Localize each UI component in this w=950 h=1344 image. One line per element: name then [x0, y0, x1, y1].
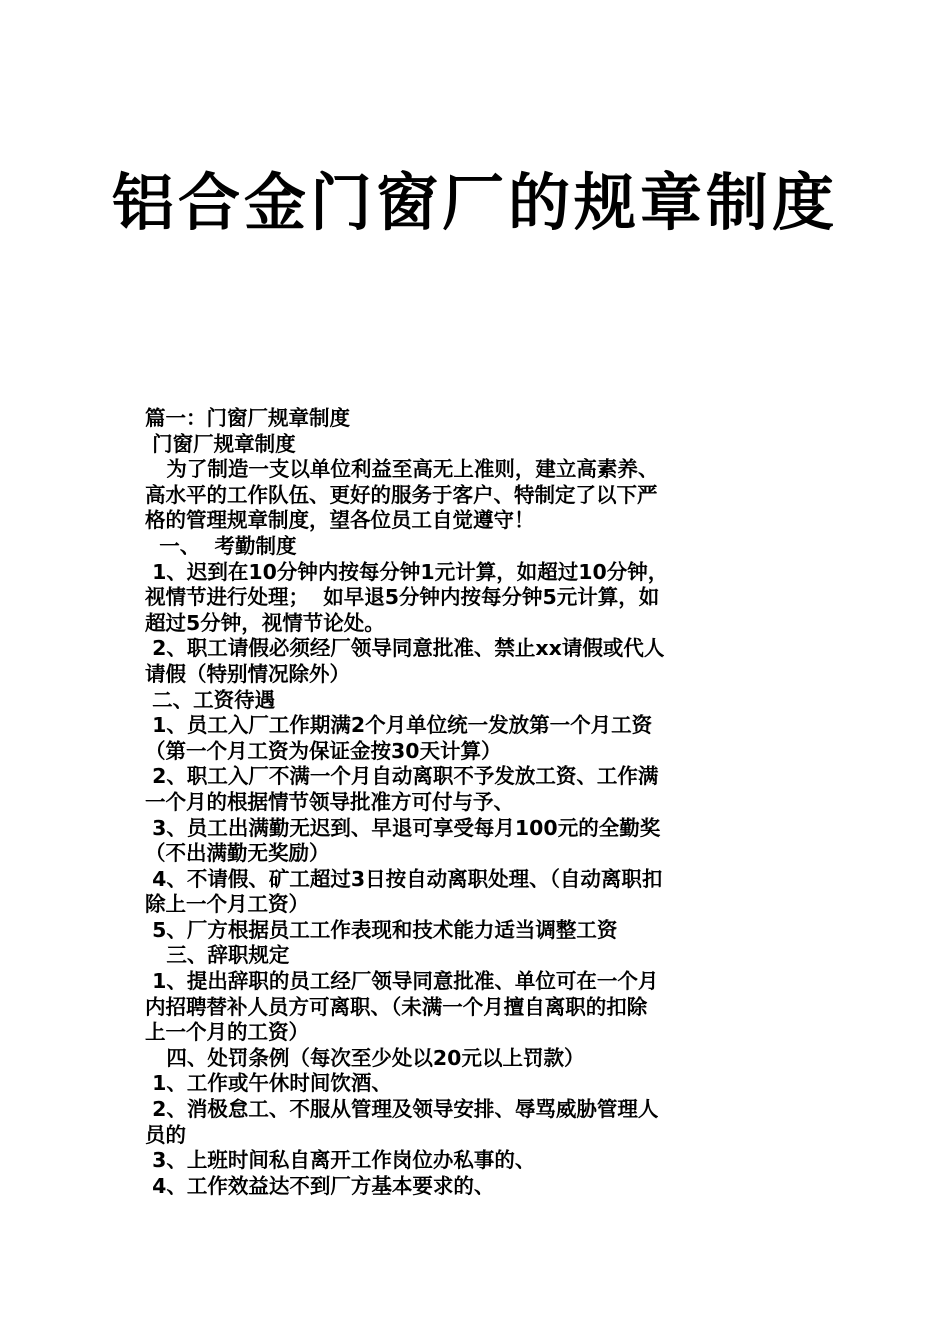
paragraph-line: 内招聘替补人员方可离职、（未满一个月擅自离职的扣除 [145, 994, 648, 1019]
section-heading: 四、处罚条例（每次至少处以20元以上罚款） [145, 1045, 585, 1070]
paragraph-line: 高水平的工作队伍、更好的服务于客户、特制定了以下严 [145, 482, 658, 507]
paragraph-line: 员的 [145, 1122, 186, 1147]
paragraph-line: （第一个月工资为保证金按30天计算） [145, 738, 502, 763]
paragraph-line: 4、不请假、矿工超过3日按自动离职处理、（自动离职扣 [145, 866, 663, 891]
paragraph-line: 视情节进行处理； 如早退5分钟内按每分钟5元计算，如 [145, 585, 660, 610]
paragraph-line: 1、员工入厂工作期满2个月单位统一发放第一个月工资 [145, 713, 653, 738]
paragraph-line: 一个月的根据情节领导批准方可付与予、 [145, 789, 514, 814]
paragraph-line: （不出满勤无奖励） [145, 841, 330, 866]
section-heading: 二、工资待遇 [145, 687, 276, 712]
paragraph-line: 超过5分钟，视情节论处。 [145, 610, 385, 635]
paragraph-line: 格的管理规章制度，望各位员工自觉遵守！ [145, 508, 535, 533]
paragraph-line: 请假（特别情况除外） [145, 661, 350, 686]
paragraph-line: 2、职工入厂不满一个月自动离职不予发放工资、工作满 [145, 764, 659, 789]
paragraph-line: 2、职工请假必须经厂领导同意批准、禁止xx请假或代人 [145, 636, 665, 661]
paragraph-line: 3、员工出满勤无迟到、早退可享受每月100元的全勤奖 [145, 815, 661, 840]
section-heading: 三、辞职规定 [145, 943, 290, 968]
page-title: 铝合金门窗厂的规章制度 [111, 166, 838, 239]
paragraph-line: 1、工作或午休时间饮酒、 [145, 1071, 392, 1096]
paragraph-line: 2、消极怠工、不服从管理及领导安排、辱骂威胁管理人 [145, 1097, 659, 1122]
paragraph-line: 1、提出辞职的员工经厂领导同意批准、单位可在一个月 [145, 969, 659, 994]
paragraph-line: 3、上班时间私自离开工作岗位办私事的、 [145, 1148, 536, 1173]
subtitle: 门窗厂规章制度 [145, 431, 296, 456]
paragraph-line: 5、厂方根据员工工作表现和技术能力适当调整工资 [145, 917, 618, 942]
paragraph-line: 除上一个月工资） [145, 892, 309, 917]
paragraph-line: 1、迟到在10分钟内按每分钟1元计算，如超过10分钟， [145, 559, 669, 584]
section-heading: 篇一：门窗厂规章制度 [145, 406, 350, 430]
section-heading: 一、 考勤制度 [145, 533, 297, 558]
paragraph-line: 为了制造一支以单位利益至高无上准则，建立高素养、 [145, 457, 659, 482]
paragraph-line: 4、工作效益达不到厂方基本要求的、 [145, 1173, 495, 1198]
paragraph-line: 上一个月的工资） [145, 1020, 309, 1045]
document-body [145, 406, 815, 1199]
